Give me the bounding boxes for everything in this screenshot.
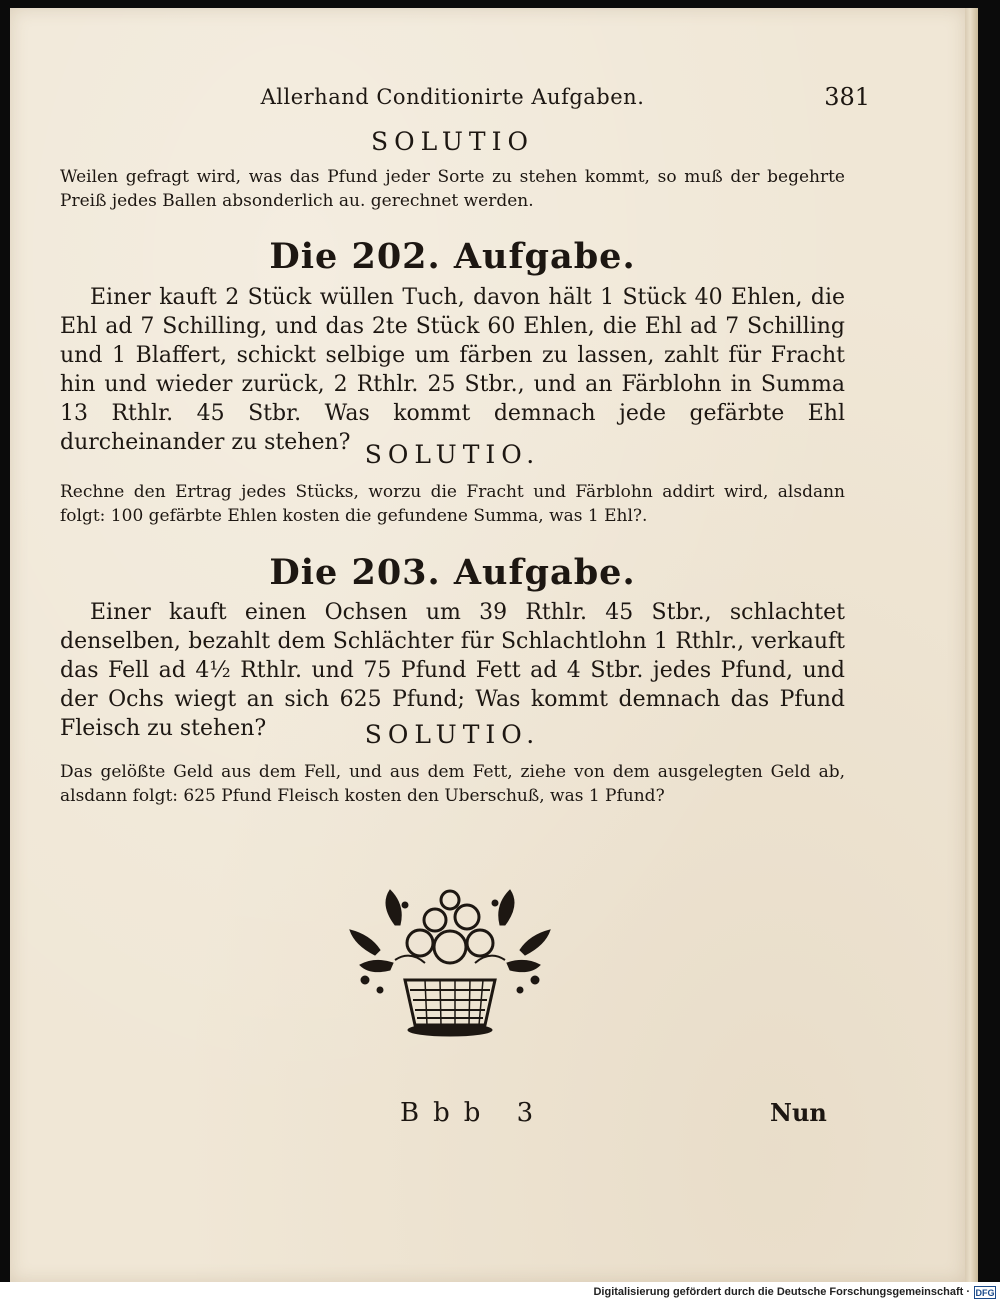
dfg-logo[interactable]: DFG (975, 1288, 995, 1298)
solutio-text-3: Das gelößte Geld aus dem Fell, und aus dem Fett, ziehe von dem ausgelegten Geld ab, alsdann folgt: 625 Pfund Fleisch kosten den Uberschuß, was 1 Pfund? (60, 762, 845, 806)
solutio-heading-2: SOLUTIO. (364, 440, 541, 469)
solutio-heading-3: SOLUTIO. (364, 720, 541, 749)
credit-text: Digitalisierung gefördert durch die Deutsche Forschungsgemeinschaft · (593, 1286, 970, 1298)
signature-mark: Bbb 3 (400, 1098, 548, 1128)
task-203-text: Einer kauft einen Ochsen um 39 Rthlr. 45 Stbr., schlachtet denselben, bezahlt dem Schlächter für Schlachtlohn 1 Rthlr., verkauft das Fell ad 4½ Rthlr. und 75 Pfund Fett ad 4 Stbr. jedes Pfund, und der Ochs wiegt an sich 625 Pfund; Was kommt demnach das Pfund Fleisch zu stehen? (60, 600, 845, 741)
task-202-text: Einer kauft 2 Stück wüllen Tuch, davon hält 1 Stück 40 Ehlen, die Ehl ad 7 Schilling, und das 2te Stück 60 Ehlen, die Ehl ad 7 Schilling und 1 Blaffert, schickt selbige um färben zu lassen, zahlt für Fracht hin und wieder zurück, 2 Rthlr. 25 Stbr., und an Färblohn in Summa 13 Rthlr. 45 Stbr. Was kommt demnach jede gefärbte Ehl durcheinander zu stehen? (60, 285, 845, 455)
solutio-text-1: Weilen gefragt wird, was das Pfund jeder Sorte zu stehen kommt, so muß der begehrte Preiß jedes Ballen absonderlich au. gerechnet werden. (60, 167, 845, 211)
catchword: Nun (770, 1098, 827, 1127)
task-202-heading: Die 202. Aufgabe. (269, 236, 636, 277)
page-number: 381 (824, 83, 870, 111)
solutio-text-2: Rechne den Ertrag jedes Stücks, worzu die Fracht und Färblohn addirt wird, alsdann folgt: 100 gefärbte Ehlen kosten die gefundene Summa, was 1 Ehl?. (60, 482, 845, 526)
flower-basket-ornament (335, 885, 565, 1040)
page-edge (965, 8, 978, 1282)
solutio-heading-1: SOLUTIO (371, 127, 534, 156)
running-title: Allerhand Conditionirte Aufgaben. (260, 85, 645, 109)
task-203-heading: Die 203. Aufgabe. (269, 552, 636, 593)
credit-bar (0, 1282, 1000, 1304)
